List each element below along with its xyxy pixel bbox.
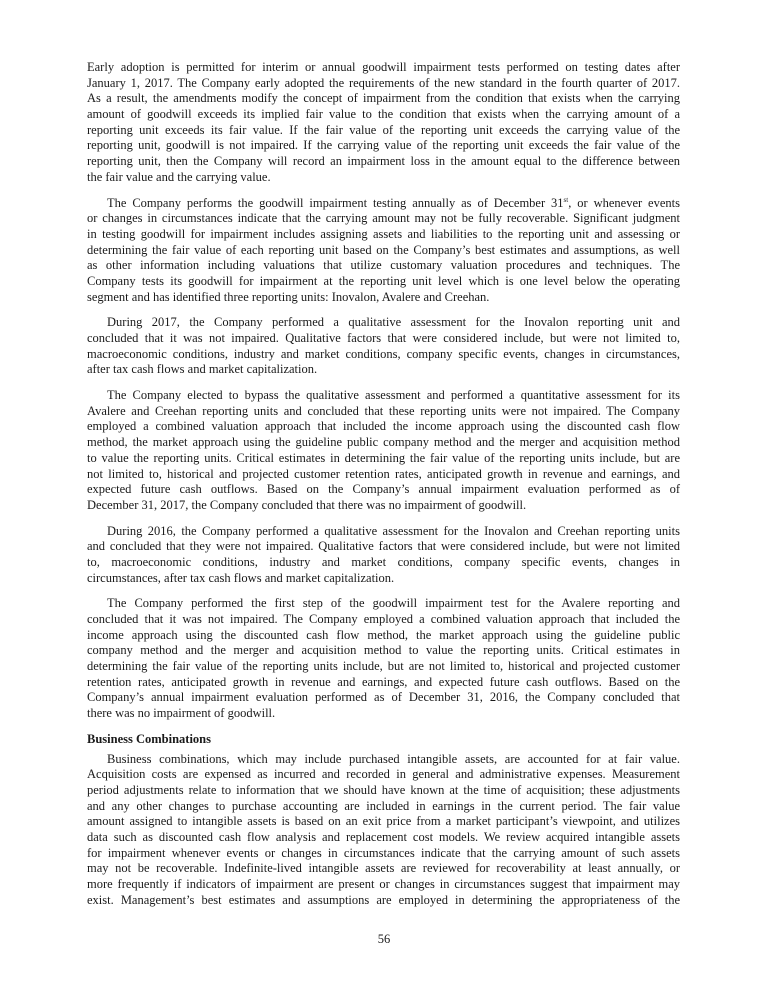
text-line: not limited to, historical and projected customer retention rates, anticipated growth in revenue and earnings, and: [87, 466, 680, 481]
text-line: Company tests its goodwill for impairment at the reporting unit level which is one level below the operating: [87, 273, 680, 288]
text-line: data such as discounted cash flow analysis and replacement cost models. We review acquired intangible assets: [87, 829, 680, 844]
text-line: Acquisition costs are expensed as incurred and recorded in general and administrative expenses. Measurement: [87, 767, 680, 782]
paragraph: [87, 196, 680, 306]
text-line: amount assigned to intangible assets is based on an exit price from a market participant’s viewpoint, and utilizes: [87, 814, 680, 829]
text-line: as other information including valuations that utilize customary valuation procedures and techniques. The: [87, 258, 680, 273]
text-line: there was no impairment of goodwill.: [87, 706, 276, 721]
text-line: The Company elected to bypass the qualitative assessment and performed a quantitative assessment for its: [107, 388, 680, 403]
document-body: [87, 60, 680, 918]
text-line: Early adoption is permitted for interim or annual goodwill impairment tests performed on testing dates after: [87, 60, 680, 74]
text-line: and any other changes to purchase accounting are included in earnings in the current period. The fair value: [87, 798, 680, 813]
text-line: amount of goodwill exceeds its implied fair value to the condition that exists when the carrying amount of a: [87, 107, 680, 122]
text-line: As a result, the amendments modify the concept of impairment from the condition that exists when the carrying: [87, 91, 680, 106]
text-line: employed a combined valuation approach that included the income approach using the discounted cash flow: [87, 419, 680, 434]
text-line: December 31, 2017, the Company concluded that there was no impairment of goodwill.: [87, 497, 527, 512]
text-line: in testing goodwill for impairment includes assigning assets and liabilities to the reporting unit and assessing or: [87, 226, 680, 241]
text-line: retention rates, anticipated growth in revenue and earnings, and expected future cash outflows. Based on the: [87, 674, 680, 689]
text-line: During 2016, the Company performed a qualitative assessment for the Inovalon and Creehan reporting units: [107, 523, 680, 538]
text-line: concluded that it was not impaired. The Company employed a combined valuation approach that included the: [87, 612, 680, 626]
text-line: The Company performed the first step of the goodwill impairment test for the Avalere reporting and: [107, 596, 680, 611]
text-line: circumstances, after tax cash flows and market capitalization.: [87, 570, 395, 585]
text-line: January 1, 2017. The Company early adopted the requirements of the new standard in the fourth quarter of 2017.: [87, 75, 680, 90]
paragraph-group: [87, 60, 680, 722]
text-line: During 2017, the Company performed a qualitative assessment for the Inovalon reporting unit and: [107, 315, 680, 330]
text-line: determining the fair value of each reporting unit based on the Company’s best estimates and assumptions, as well: [87, 242, 680, 257]
text-line: reporting unit exceeds its fair value. If the fair value of the reporting unit exceeds the carrying value of the: [87, 122, 680, 137]
text-line: concluded that it was not impaired. Qualitative factors that were considered include, but were not limited to,: [87, 331, 680, 345]
page-number: 56: [377, 932, 391, 946]
paragraph: [87, 752, 680, 909]
section-heading: Business Combinations: [87, 731, 211, 746]
paragraph: [87, 60, 680, 186]
text-line: income approach using the discounted cash flow method, the market approach using the guideline public: [87, 627, 680, 642]
text-line: or changes in circumstances indicate that the carrying amount may not be fully recoverable. Significant judgment: [87, 211, 680, 226]
text-line: Avalere and Creehan reporting units and concluded that these reporting units were not impaired. The Company: [87, 403, 680, 418]
text-line: the fair value and the carrying value.: [87, 169, 271, 184]
paragraph: [87, 315, 680, 378]
text-line: Business combinations, which may include purchased intangible assets, are accounted for at fair value.: [107, 751, 680, 766]
text-line: company method and the merger and acquisition method to value the reporting units. Critical estimates in: [87, 643, 680, 658]
text-line: The Company performs the goodwill impairment testing annually as of December 31st, or whenever events: [107, 195, 680, 210]
paragraph: [87, 388, 680, 514]
text-line: period adjustments relate to information that we should have known at the time of acquisition; these adjustments: [87, 782, 680, 797]
text-line: for impairment whenever events or changes in circumstances indicate that the carrying amount of such assets: [87, 845, 680, 860]
text-line: Company’s annual impairment evaluation performed as of December 31, 2016, the Company concluded that: [87, 690, 680, 705]
text-line: may not be recoverable. Indefinite-lived intangible assets are reviewed for recoverability at least annually, or: [87, 861, 680, 876]
paragraph: [87, 596, 680, 722]
text-line: exist. Management’s best estimates and assumptions are employed in determining the appropriateness of the: [87, 892, 680, 907]
paragraph: [87, 524, 680, 587]
text-line: segment and has identified three reporting units: Inovalon, Avalere and Creehan.: [87, 289, 490, 304]
text-line: after tax cash flows and market capitalization.: [87, 362, 318, 377]
text-line: reporting unit, goodwill is not impaired. If the carrying value of the reporting unit exceeds the fair value of the: [87, 138, 680, 153]
text-line: macroeconomic conditions, industry and market conditions, company specific events, changes in circumstances,: [87, 346, 680, 361]
text-line: expected future cash outflows. Based on the Company’s annual impairment evaluation performed as of: [87, 482, 680, 497]
text-line: determining the fair value of the reporting units include, but are not limited to, historical and projected customer: [87, 659, 680, 674]
text-line: reporting unit, then the Company will record an impairment loss in the amount equal to the difference between: [87, 154, 680, 169]
text-line: to value the reporting units. Critical estimates in determining the fair value of the reporting units include, but are: [87, 450, 680, 465]
text-line: method, the market approach using the guideline public company method and the merger and acquisition method: [87, 435, 680, 450]
text-line: and concluded that they were not impaired. Qualitative factors that were considered include, but were not limited: [87, 539, 680, 554]
paragraph-group: [87, 752, 680, 909]
text-line: to, macroeconomic conditions, industry and market conditions, company specific events, changes in: [87, 554, 680, 569]
text-line: more frequently if indicators of impairment are present or changes in circumstances suggest that impairment may: [87, 877, 680, 891]
